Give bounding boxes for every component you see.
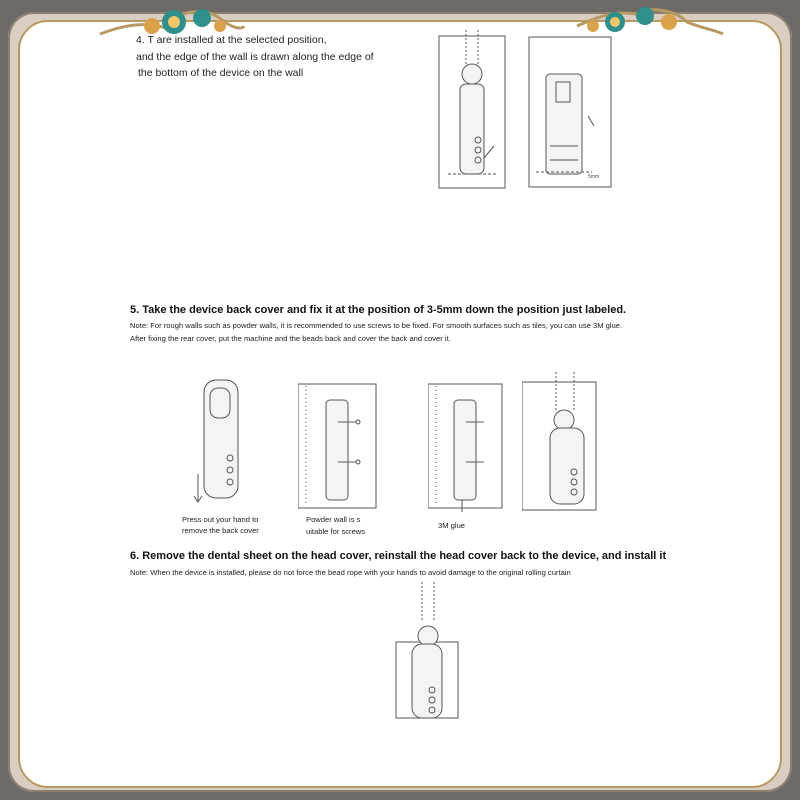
- step5-caption2-line2: uitable for screws: [306, 527, 366, 536]
- cloud-ornament-icon: [575, 0, 725, 48]
- step6-figure-final-install: [388, 582, 468, 722]
- step4-mark-label: 5mm: [588, 174, 600, 180]
- step5-figure-assembled: [522, 372, 598, 512]
- step5-heading: 5. Take the device back cover and fix it at the position of 3-5mm down the position just labeled.: [130, 304, 627, 316]
- step5-caption3: 3M glue: [438, 521, 466, 530]
- cloud-ornament-icon: [96, 0, 246, 48]
- back-cover: [326, 400, 348, 500]
- step5-caption2-line1: Powder wall is s: [306, 515, 361, 524]
- step5-figure-remove-cover: [186, 378, 256, 508]
- step5-figure-screws: [298, 382, 378, 512]
- step6-heading: 6. Remove the dental sheet on the head cover, reinstall the head cover back to the device, and install it: [130, 550, 667, 562]
- step4-figure-marking: [528, 36, 612, 190]
- step4-line3: the bottom of the device on the wall: [138, 67, 304, 79]
- step4-line1: 4. T are installed at the selected position,: [136, 34, 327, 46]
- device-body: [550, 428, 584, 504]
- step5-figure-glue: [428, 382, 504, 512]
- step6-note: Note: When the device is installed, please do not force the bead rope with your hands to avoid damage to the original rolling curtain: [130, 568, 571, 577]
- step4-figure-device-on-wall: [438, 30, 508, 190]
- step5-caption1-line2: remove the back cover: [182, 526, 259, 535]
- back-cover-outline: [546, 74, 582, 174]
- device-body: [412, 644, 442, 718]
- step5-caption1-line1: Press out your hand to: [182, 515, 259, 524]
- back-cover: [454, 400, 476, 500]
- step5-note-line2: After fixing the rear cover, put the machine and the beads back and cover the back and cover it.: [130, 334, 451, 343]
- instruction-page: [26, 26, 774, 784]
- step4-line2: and the edge of the wall is drawn along the edge of: [136, 51, 374, 63]
- step5-note-line1: Note: For rough walls such as powder walls, it is recommended to use screws to be fixed. For smooth surfaces such as tiles, you can use 3M glue.: [130, 321, 623, 330]
